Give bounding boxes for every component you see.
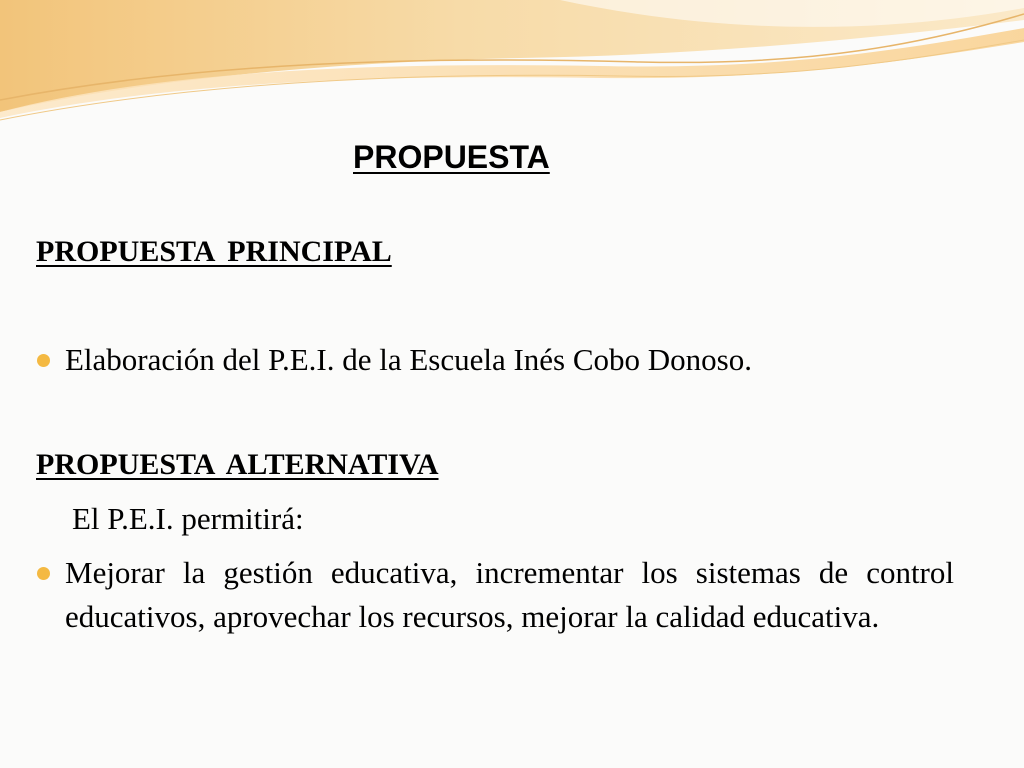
bullet-item-alternativa	[36, 551, 954, 639]
bullet-text-alternativa: Mejorar la gestión educativa, incrementar los sistemas de control educativos, aprovechar los recursos, mejorar la calidad educativa.	[65, 555, 954, 634]
bullet-item-principal	[36, 338, 954, 382]
heading-propuesta-alternativa: PROPUESTA ALTERNATIVA	[36, 448, 439, 481]
bullet-text-principal: Elaboración del P.E.I. de la Escuela Inés Cobo Donoso.	[65, 342, 752, 377]
heading-propuesta-principal: PROPUESTA PRINCIPAL	[36, 235, 392, 268]
decorative-header-swoosh	[0, 0, 1024, 130]
bullet-dot-icon	[37, 567, 50, 580]
slide-title: PROPUESTA	[353, 139, 550, 175]
alternativa-intro: El P.E.I. permitirá:	[72, 501, 304, 536]
bullet-dot-icon	[37, 354, 50, 367]
